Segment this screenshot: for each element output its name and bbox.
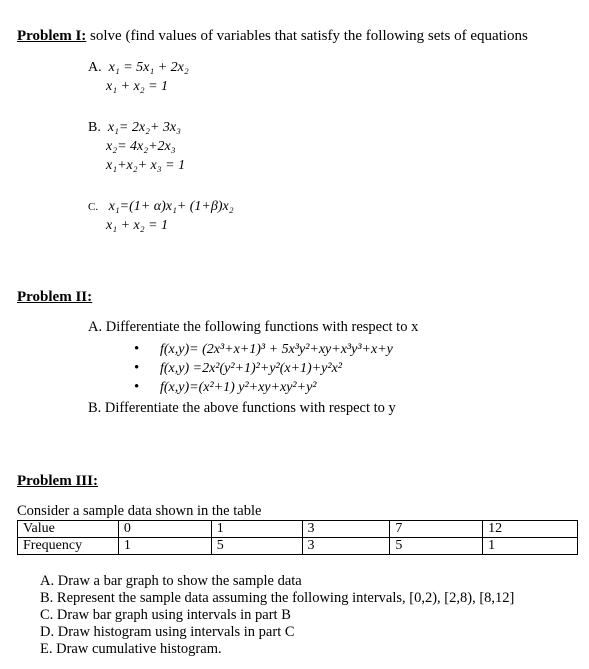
equation-line: x₁= 2x₂+ 3x₃ — [107, 120, 181, 135]
part-label: A. — [88, 60, 102, 75]
problem-3-intro: Consider a sample data shown in the table — [17, 503, 262, 519]
equation-a2 — [106, 79, 168, 95]
frequency-cell: 1 — [483, 538, 578, 555]
value-cell: 3 — [302, 521, 390, 538]
task-item: B. Represent the sample data assuming the following intervals, [0,2), [2,8), [8,12] — [40, 590, 515, 606]
task-item: A. Draw a bar graph to show the sample data — [40, 573, 302, 589]
table-row-values — [18, 521, 578, 538]
frequency-cell: 5 — [211, 538, 302, 555]
equation-line: x₁=(1+ α)x₁+ (1+β)x₂ — [108, 199, 234, 214]
task-item: C. Draw bar graph using intervals in part B — [40, 607, 291, 623]
function-list — [134, 340, 393, 397]
value-cell: 12 — [483, 521, 578, 538]
problem-2-part-a: A. Differentiate the following functions with respect to x — [88, 319, 419, 335]
equation-line: x₁ + x₂ = 1 — [106, 79, 169, 94]
problem-1-instruction: solve (find values of variables that satisfy the following sets of equations — [90, 28, 528, 44]
part-label: C. — [88, 201, 99, 213]
problem-2-heading — [17, 289, 92, 306]
part-label: B. — [88, 120, 101, 135]
equation-b2 — [106, 139, 176, 155]
function-item: • f(x,y) =2x²(y²+1)²+y²(x+1)+y²x² — [134, 359, 393, 378]
equation-c1 — [88, 199, 234, 215]
problem-3-heading — [17, 473, 98, 490]
problem-1-heading — [17, 28, 528, 45]
row-label: Value — [18, 521, 119, 538]
problem-2-title: Problem II: — [17, 289, 93, 305]
problem-1-title: Problem I: — [17, 28, 87, 44]
value-cell: 1 — [211, 521, 302, 538]
equation-b3 — [106, 158, 185, 174]
value-cell: 7 — [390, 521, 483, 538]
equation-c2 — [106, 218, 168, 234]
task-item: D. Draw histogram using intervals in part C — [40, 624, 295, 640]
frequency-cell: 1 — [118, 538, 211, 555]
sample-data-table — [17, 520, 578, 555]
function-item: • f(x,y)=(x²+1) y²+xy+xy²+y² — [134, 378, 393, 397]
table-row-frequency — [18, 538, 578, 555]
equation-line: x₁ = 5x₁ + 2x₂ — [108, 60, 189, 75]
equation-line: x₁ + x₂ = 1 — [106, 218, 169, 233]
problem-2-part-b: B. Differentiate the above functions with respect to y — [88, 400, 396, 416]
frequency-cell: 3 — [302, 538, 390, 555]
equation-b1 — [88, 120, 181, 136]
task-item: E. Draw cumulative histogram. — [40, 641, 222, 657]
frequency-cell: 5 — [390, 538, 483, 555]
problem-3-parts — [40, 573, 514, 658]
equation-a1 — [88, 60, 189, 76]
function-item: • f(x,y)= (2x³+x+1)³ + 5x³y²+xy+x³y³+x+y — [134, 340, 393, 359]
equation-line: x₁+x₂+ x₃ = 1 — [106, 158, 186, 173]
problem-3-title: Problem III: — [17, 473, 98, 489]
equation-line: x₂= 4x₂+2x₃ — [106, 139, 176, 154]
row-label: Frequency — [18, 538, 119, 555]
value-cell: 0 — [118, 521, 211, 538]
